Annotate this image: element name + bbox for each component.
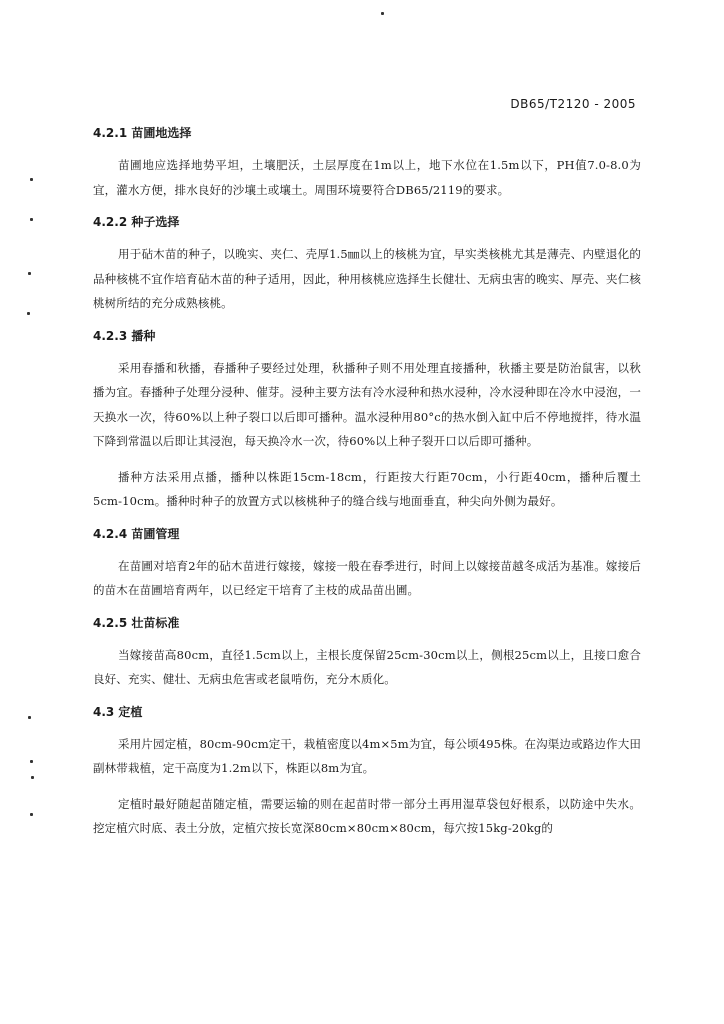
section-heading: 4.3 定植 [93, 704, 143, 719]
document-body [93, 124, 641, 852]
scan-speck [31, 776, 34, 779]
section-heading: 4.2.2 种子选择 [93, 215, 180, 229]
paragraph: 当嫁接苗高80cm，直径1.5cm以上，主根长度保留25cm-30cm以上，侧根25cm以上，且接口愈合良好、充实、健壮、无病虫危害或老鼠啃伤，充分木质化。 [93, 647, 641, 686]
section-heading: 4.2.4 苗圃管理 [93, 526, 180, 541]
paragraph: 用于砧木苗的种子，以晚实、夹仁、壳厚1.5㎜以上的核桃为宜，早实类核桃尤其是薄壳、内壁退化的品种核桃不宜作培育砧木苗的种子适用，因此，种用核桃应选择生长健壮、无病虫害的晚实、厚壳、夹仁核桃树所结的充分成熟核桃。 [93, 247, 641, 310]
paragraph: 采用春播和秋播，春播种子要经过处理，秋播种子则不用处理直接播种，秋播主要是防治鼠害，以秋播为宜。春播种子处理分浸种、催芽。浸种主要方法有冷水浸种和热水浸种，冷水浸种即在冷水中浸泡，一天换水一次，待60%以上种子裂口以后即可播种。温水浸种用80°c的热水倒入缸中后不停地搅拌，待水温下降到常温以后即让其浸泡，每天换冷水一次，待60%以上种子裂开口以后即可播种。 [93, 360, 641, 448]
scan-speck [30, 178, 33, 181]
scan-speck [30, 813, 33, 816]
paragraph: 采用片园定植，80cm-90cm定干，栽植密度以4m×5m为宜，每公顷495株。在沟渠边或路边作大田副林带栽植，定干高度为1.2m以下，株距以8m为宜。 [93, 736, 641, 775]
paragraph: 在苗圃对培育2年的砧木苗进行嫁接，嫁接一般在春季进行，时间上以嫁接苗越冬成活为基准。嫁接后的苗木在苗圃培育两年，以已经定干培育了主枝的成品苗出圃。 [93, 558, 641, 597]
section-4-2-5 [93, 614, 641, 692]
standard-code: DB65/T2120 - 2005 [510, 97, 636, 111]
section-heading: 4.2.1 苗圃地选择 [93, 126, 192, 140]
scan-speck [381, 12, 384, 15]
section-4-2-2 [93, 213, 641, 316]
section-heading: 4.2.5 壮苗标准 [93, 615, 180, 630]
section-4-2-3 [93, 327, 641, 514]
section-heading: 4.2.3 播种 [93, 328, 156, 343]
paragraph: 定植时最好随起苗随定植，需要运输的则在起苗时带一部分土再用湿草袋包好根系，以防途中失水。挖定植穴时底、表土分放，定植穴按长宽深80cm×80cm×80cm，每穴按15kg-20kg的 [93, 796, 641, 835]
paragraph: 播种方法采用点播，播种以株距15cm-18cm，行距按大行距70cm，小行距40cm，播种后覆土5cm-10cm。播种时种子的放置方式以核桃种子的缝合线与地面垂直，种尖向外侧为最好。 [93, 469, 641, 508]
scan-speck [27, 312, 30, 315]
section-4-2-4 [93, 525, 641, 603]
paragraph: 苗圃地应选择地势平坦，土壤肥沃，土层厚度在1m以上，地下水位在1.5m以下，PH值7.0-8.0为宜，灌水方便，排水良好的沙壤土或壤土。周围环境要符合DB65/2119的要求。 [93, 158, 641, 197]
scan-speck [28, 716, 31, 719]
section-4-3 [93, 703, 641, 841]
section-4-2-1 [93, 124, 641, 202]
scan-speck [28, 272, 31, 275]
scan-speck [30, 760, 33, 763]
scan-speck [30, 218, 33, 221]
